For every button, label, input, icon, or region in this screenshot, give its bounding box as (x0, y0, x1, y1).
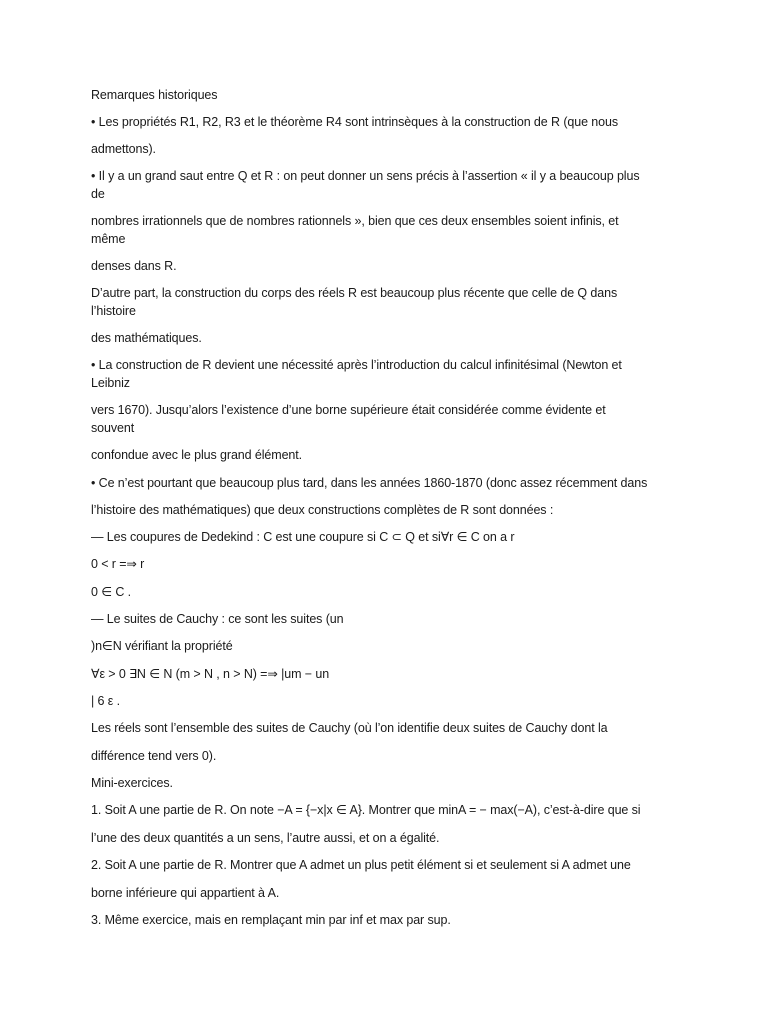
text-line: l’histoire des mathématiques) que deux constructions complètes de R sont données : (91, 503, 554, 517)
text-line: 0 ∈ C . (91, 585, 132, 599)
text-line: admettons). (91, 142, 156, 156)
text-line: D’autre part, la construction du corps des réels R est beaucoup plus récente que celle de Q dans (91, 286, 618, 300)
exercise-line: l’une des deux quantités a un sens, l’autre aussi, et on a égalité. (91, 831, 440, 845)
text-line: vers 1670). Jusqu’alors l’existence d’une borne supérieure était considérée comme évidente et (91, 403, 606, 417)
text-line: denses dans R. (91, 259, 177, 273)
text-line: des mathématiques. (91, 331, 202, 345)
text-line: Les réels sont l’ensemble des suites de Cauchy (où l’on identifie deux suites de Cauchy dont la (91, 721, 608, 735)
text-line: — Le suites de Cauchy : ce sont les suites (un (91, 612, 344, 626)
text-line: même (91, 232, 126, 246)
exercise-line: borne inférieure qui appartient à A. (91, 886, 280, 900)
text-line: • Les propriétés R1, R2, R3 et le théorème R4 sont intrinsèques à la construction de R (que nous (91, 115, 619, 129)
text-line: Leibniz (91, 376, 130, 390)
text-line: | 6 ε . (91, 694, 120, 708)
text-line: l’histoire (91, 304, 136, 318)
text-line: 0 < r =⇒ r (91, 557, 145, 571)
text-line: souvent (91, 421, 135, 435)
text-line: • La construction de R devient une nécessité après l’introduction du calcul infinitésimal (Newton et (91, 358, 622, 372)
text-line: • Ce n’est pourtant que beaucoup plus tard, dans les années 1860-1870 (donc assez récemment dans (91, 476, 648, 490)
text-line: différence tend vers 0). (91, 749, 217, 763)
text-line: nombres irrationnels que de nombres rationnels », bien que ces deux ensembles soient infinis, et (91, 214, 619, 228)
heading-mini-exercices: Mini-exercices. (91, 776, 173, 790)
exercise-line: 3. Même exercice, mais en remplaçant min par inf et max par sup. (91, 913, 451, 927)
text-line: • Il y a un grand saut entre Q et R : on peut donner un sens précis à l’assertion « il y a beaucoup plus (91, 169, 640, 183)
text-line: )n∈N vérifiant la propriété (91, 639, 233, 653)
exercise-line: 2. Soit A une partie de R. Montrer que A admet un plus petit élément si et seulement si A admet une (91, 858, 631, 872)
text-line: confondue avec le plus grand élément. (91, 448, 303, 462)
heading-remarques-historiques: Remarques historiques (91, 88, 218, 102)
text-line: de (91, 187, 105, 201)
exercise-line: 1. Soit A une partie de R. On note −A = {−x|x ∈ A}. Montrer que minA = − max(−A), c’est-à-dire que si (91, 803, 641, 817)
text-line: — Les coupures de Dedekind : C est une coupure si C ⊂ Q et si∀r ∈ C on a r (91, 530, 515, 544)
text-line: ∀ε > 0 ∃N ∈ N (m > N , n > N) =⇒ |um − un (91, 667, 330, 681)
